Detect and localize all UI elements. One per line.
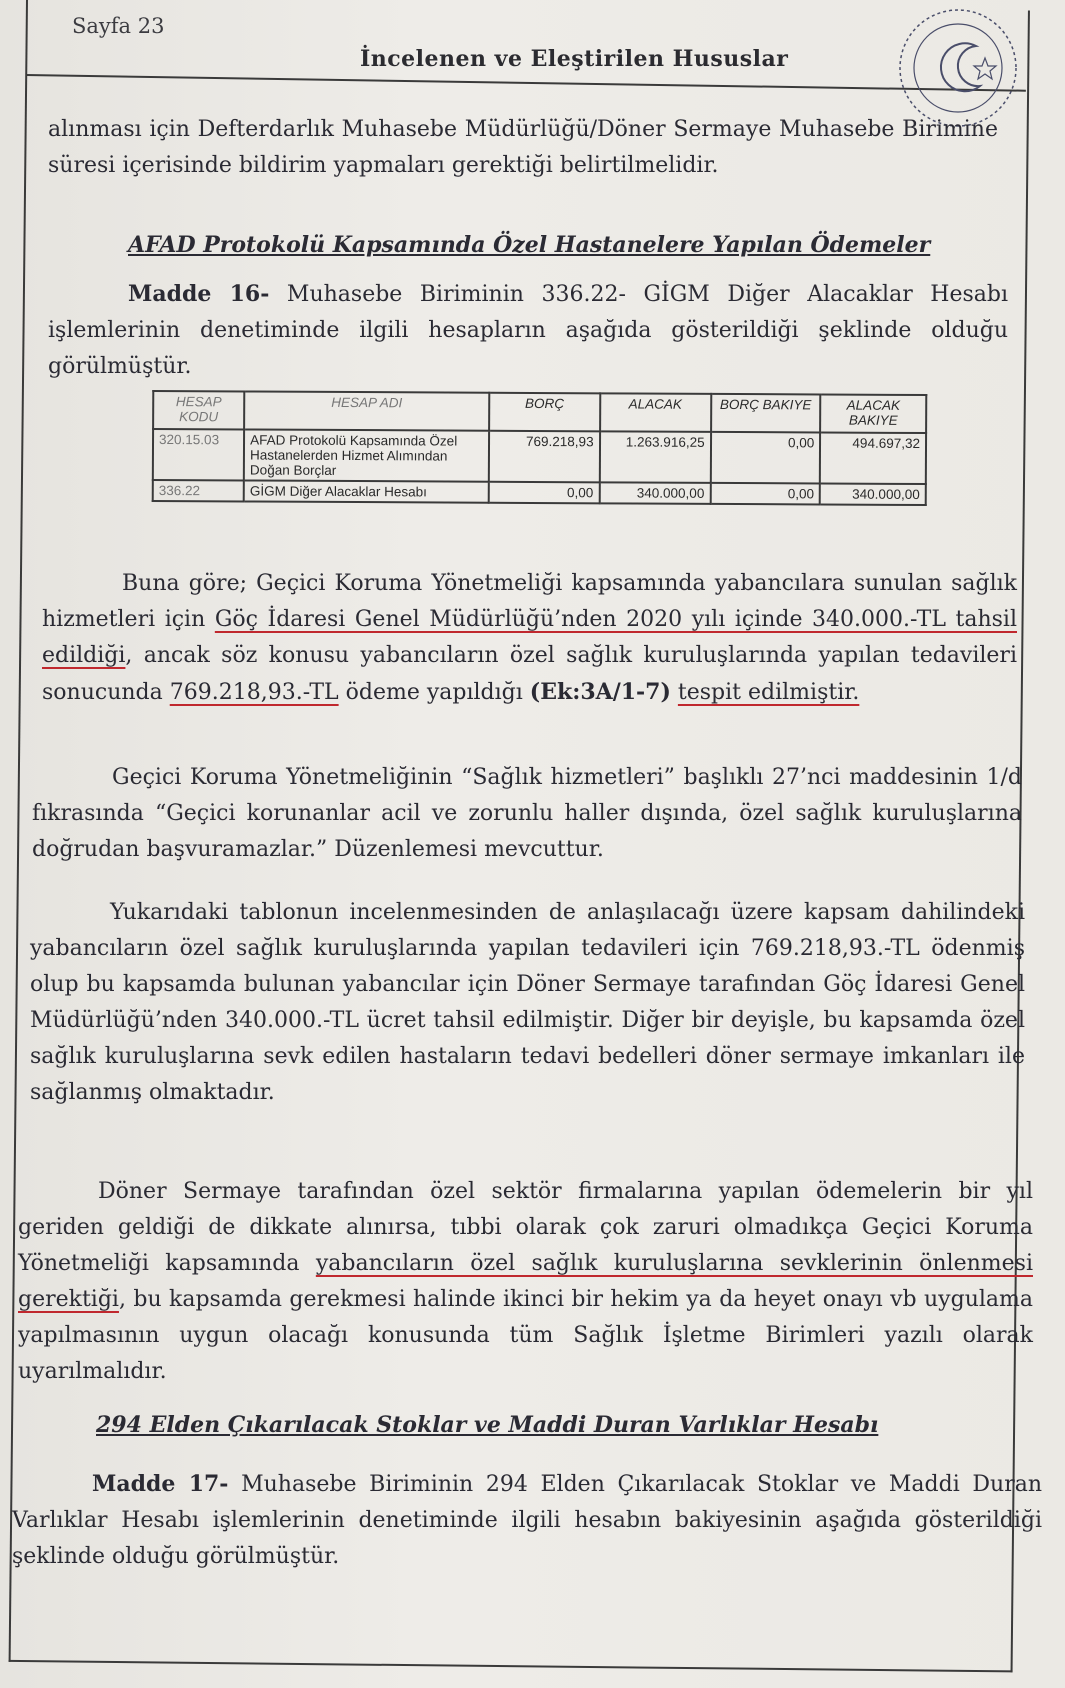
- cell-borc: 0,00: [489, 482, 600, 504]
- account-table: [152, 390, 928, 506]
- paragraph-5: [18, 1174, 1033, 1390]
- table-header-row: [153, 391, 926, 433]
- cell-name: GİGM Diğer Alacaklar Hesabı: [244, 480, 489, 502]
- p2-part3: ödeme yapıldığı: [338, 680, 530, 705]
- p2-ref: (Ek:3A/1-7): [529, 679, 671, 705]
- cell-code: 336.22: [153, 480, 244, 501]
- p4-text: Yukarıdaki tablonun incelenmesinden de anlaşılacağı üzere kapsam dahilindeki yabancıların özel sağlık kuruluşlarında yapılan tedavileri için 769.218,93.-TL ödenmiş olup bu kapsamda bulunan yabancılar için Döner Sermaye tarafından Göç İdaresi Genel Müdürlüğü’nden 340.000.-TL ücret tahsil edilmiştir. Diğer bir deyişle, bu kapsamda özel sağlık kuruluşlarına sevk edilen hastaların tedavi bedelleri döner sermaye imkanları ile sağlanmış olmaktadır.: [30, 900, 1025, 1105]
- page-number: Sayfa 23: [72, 14, 165, 38]
- article-16-text: Muhasebe Biriminin 336.22- GİGM Diğer Alacaklar Hesabı işlemlerinin denetiminde ilgili hesapların aşağıda gösterildiği şeklinde olduğu görülmüştür.: [48, 282, 1009, 379]
- p2-underlined-collection: Göç İdaresi Genel Müdürlüğü’nden 2020 yılı içinde 340.000.-TL tahsil edildiği: [42, 607, 1017, 668]
- col-header-borc-bakiye: BORÇ BAKIYE: [711, 394, 821, 433]
- section-title-294: 294 Elden Çıkarılacak Stoklar ve Maddi Duran Varlıklar Hesabı: [96, 1412, 879, 1438]
- p2-part1: Buna göre; Geçici Koruma Yönetmeliği kapsamında yabancılara sunulan sağlık hizmetleri için: [42, 571, 1017, 632]
- paragraph-3: [32, 760, 1022, 868]
- col-header-code: HESAP KODU: [153, 391, 244, 429]
- paragraph-2: [42, 566, 1017, 711]
- cell-borc-bakiye: 0,00: [710, 483, 820, 505]
- intro-paragraph: [48, 112, 998, 184]
- cell-borc-bakiye: 0,00: [710, 432, 820, 484]
- cell-alacak-bakiye: 340.000,00: [820, 483, 926, 505]
- paragraph-4: [30, 895, 1025, 1111]
- p5-part1: Döner Sermaye tarafından özel sektör firmalarına yapılan ödemelerin bir yıl geriden geldiği de dikkate alınırsa, tıbbi olarak çok zaruri olmadıkça Geçici Koruma Yönetmeliği kapsamında: [18, 1179, 1033, 1276]
- col-header-alacak-bakiye: ALACAK BAKIYE: [820, 394, 926, 433]
- article-17-text: Muhasebe Biriminin 294 Elden Çıkarılacak Stoklar ve Maddi Duran Varlıklar Hesabı işlemlerinin denetiminde ilgili hesabın bakiyesinin aşağıda gösterildiği şeklinde olduğu görülmüştür.: [12, 1472, 1042, 1569]
- cell-alacak: 1.263.916,25: [599, 431, 710, 483]
- p5-part2: , bu kapsamda gerekmesi halinde ikinci bir hekim ya da heyet onayı vb uygulama yapılmasının uygun olacağı konusunda tüm Sağlık İşletme Birimleri yazılı olarak uyarılmalıdır.: [18, 1287, 1033, 1384]
- p2-part2: , ancak söz konusu yabancıların özel sağlık kuruluşlarında yapılan tedavileri sonucunda: [42, 643, 1017, 705]
- cell-code: 320.15.03: [153, 429, 244, 480]
- p5-underlined: yabancıların özel sağlık kuruluşlarına sevklerinin önlenmesi gerektiği: [18, 1251, 1033, 1312]
- section-title-afad: AFAD Protokolü Kapsamında Özel Hastanelere Yapılan Ödemeler: [128, 232, 931, 258]
- page-header-title: İncelenen ve Eleştirilen Hususlar: [360, 46, 789, 72]
- cell-name: AFAD Protokolü Kapsamında Özel Hastanelerden Hizmet Alımından Doğan Borçlar: [244, 429, 489, 481]
- article-16-label: Madde 16-: [128, 281, 270, 307]
- intro-text: alınması için Defterdarlık Muhasebe Müdürlüğü/Döner Sermaye Muhasebe Birimine süresi içerisinde bildirim yapmaları gerektiği belirtilmelidir.: [48, 117, 998, 178]
- table-row: [153, 429, 926, 484]
- article-17-label: Madde 17-: [92, 1471, 229, 1497]
- cell-alacak: 340.000,00: [599, 482, 710, 504]
- article-17-paragraph: [12, 1466, 1042, 1575]
- col-header-alacak: ALACAK: [600, 393, 711, 432]
- p2-amount: 769.218,93.-TL: [169, 680, 339, 705]
- p3-text: Geçici Koruma Yönetmeliğinin “Sağlık hizmetleri” başlıklı 27’nci maddesinin 1/d fıkrasında “Geçici korunanlar acil ve zorunlu haller dışında, özel sağlık kuruluşlarına doğrudan başvuramazlar.” Düzenlemesi mevcuttur.: [32, 765, 1022, 862]
- table-row: [153, 480, 926, 505]
- article-16-paragraph: [48, 276, 1008, 385]
- cell-alacak-bakiye: 494.697,32: [820, 432, 926, 484]
- p2-underlined-finding: tespit edilmiştir.: [677, 680, 860, 705]
- col-header-name: HESAP ADI: [244, 391, 489, 430]
- col-header-borc: BORÇ: [489, 393, 600, 432]
- cell-borc: 769.218,93: [489, 431, 600, 483]
